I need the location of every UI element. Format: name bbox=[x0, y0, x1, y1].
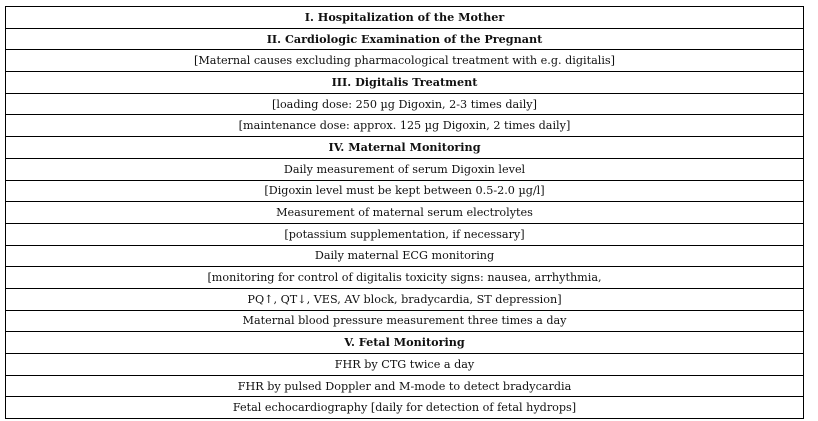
treatment-protocol-table bbox=[5, 6, 804, 419]
protocol-item: FHR by pulsed Doppler and M-mode to detect bradycardia bbox=[6, 375, 804, 397]
table-row bbox=[6, 397, 804, 419]
table-row bbox=[6, 354, 804, 376]
protocol-note: [Maternal causes excluding pharmacological treatment with e.g. digitalis] bbox=[6, 50, 804, 72]
table-row bbox=[6, 137, 804, 159]
table-row bbox=[6, 180, 804, 202]
table-row bbox=[6, 7, 804, 29]
table-row bbox=[6, 93, 804, 115]
protocol-item: Daily measurement of serum Digoxin level bbox=[6, 158, 804, 180]
protocol-item: Maternal blood pressure measurement three times a day bbox=[6, 310, 804, 332]
table-row bbox=[6, 202, 804, 224]
protocol-item: Measurement of maternal serum electrolytes bbox=[6, 202, 804, 224]
section-heading-cardiologic-examination: II. Cardiologic Examination of the Pregnant bbox=[6, 28, 804, 50]
protocol-note: [potassium supplementation, if necessary] bbox=[6, 223, 804, 245]
table-row bbox=[6, 332, 804, 354]
protocol-item: Fetal echocardiography [daily for detection of fetal hydrops] bbox=[6, 397, 804, 419]
maintenance-dose-note: [maintenance dose: approx. 125 µg Digoxin, 2 times daily] bbox=[6, 115, 804, 137]
protocol-note: [monitoring for control of digitalis toxicity signs: nausea, arrhythmia, bbox=[6, 267, 804, 289]
protocol-note: PQ↑, QT↓, VES, AV block, bradycardia, ST depression] bbox=[6, 288, 804, 310]
table-row bbox=[6, 245, 804, 267]
table-row bbox=[6, 28, 804, 50]
table-row bbox=[6, 158, 804, 180]
section-heading-hospitalization: I. Hospitalization of the Mother bbox=[6, 7, 804, 29]
protocol-note: [Digoxin level must be kept between 0.5-2.0 µg/l] bbox=[6, 180, 804, 202]
section-heading-maternal-monitoring: IV. Maternal Monitoring bbox=[6, 137, 804, 159]
protocol-item: FHR by CTG twice a day bbox=[6, 354, 804, 376]
section-heading-digitalis-treatment: III. Digitalis Treatment bbox=[6, 72, 804, 94]
protocol-item: Daily maternal ECG monitoring bbox=[6, 245, 804, 267]
table-row bbox=[6, 72, 804, 94]
table-row bbox=[6, 223, 804, 245]
table-row bbox=[6, 115, 804, 137]
table-row bbox=[6, 375, 804, 397]
table-row bbox=[6, 310, 804, 332]
section-heading-fetal-monitoring: V. Fetal Monitoring bbox=[6, 332, 804, 354]
table-row bbox=[6, 267, 804, 289]
loading-dose-note: [loading dose: 250 µg Digoxin, 2-3 times daily] bbox=[6, 93, 804, 115]
protocol-table-body bbox=[6, 7, 804, 419]
table-row bbox=[6, 50, 804, 72]
table-row bbox=[6, 288, 804, 310]
